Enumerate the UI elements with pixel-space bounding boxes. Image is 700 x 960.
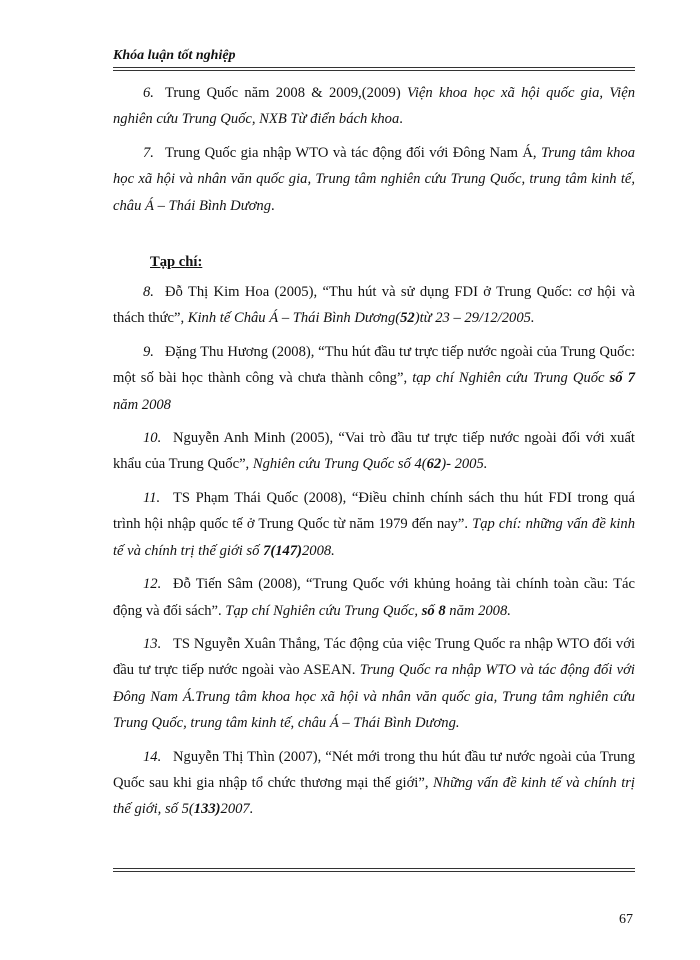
page-header [113, 48, 635, 64]
entry-source-end: 2008. [301, 542, 335, 559]
entry-source-end: )từ 23 – 29/12/2005. [414, 310, 535, 327]
reference-entry-7 [113, 140, 635, 219]
entry-source: Kinh tế Châu Á – Thái Bình Dương( [187, 310, 401, 327]
references-list [113, 80, 635, 830]
section-heading: Tạp chí: [150, 254, 203, 271]
reference-entry-9 [113, 339, 635, 418]
entry-text: Trung Quốc năm 2008 & 2009,(2009) [165, 85, 408, 101]
reference-entry-12 [113, 571, 635, 624]
entry-source-end: năm 2008 [113, 396, 171, 413]
entry-source-end: )- 2005. [441, 456, 488, 473]
entry-source: Trung tâm khoa học xã hội và nhân văn quốc gia, Trung tâm nghiên cứu Trung Quốc, trung tâm kinh tế, châu Á – Thái Bình Dương [113, 144, 636, 214]
entry-text: TS Phạm Thái Quốc (2008), “Điều chỉnh chính sách thu hút FDI trong quá trình hội nhập quốc tế ở Trung Quốc từ năm 1979 đến nay”. [113, 489, 635, 533]
entry-number: 14. [143, 748, 162, 765]
entry-number: 7. [143, 144, 154, 161]
entry-issue: số 7 [609, 370, 635, 387]
entry-number: 8. [143, 284, 154, 301]
reference-entry-11 [113, 485, 635, 564]
reference-entry-13 [113, 631, 635, 737]
header-rule [113, 67, 635, 68]
entry-source-end: năm 2008. [445, 602, 511, 619]
entry-source: Những vấn đề kinh tế và chính trị thế giới, số 5( [113, 774, 635, 818]
entry-issue: số 8 [421, 602, 446, 619]
entry-number: 13. [143, 635, 162, 652]
entry-issue: 52 [400, 310, 415, 327]
entry-text-end: . [271, 197, 275, 214]
reference-entry-10 [113, 425, 635, 478]
entry-text: Trung Quốc gia nhập WTO và tác động đối với Đông Nam Á, [165, 144, 541, 161]
entry-number: 12. [143, 576, 162, 593]
entry-number: 6. [143, 85, 154, 101]
entry-text-end: . [399, 111, 403, 128]
entry-source: Viện khoa học xã hội quốc gia, Viện nghiên cứu Trung Quốc, NXB Từ điển bách khoa [113, 85, 636, 128]
entry-number: 9. [143, 343, 154, 360]
footer-rule [113, 868, 635, 869]
entry-source: Trung Quốc ra nhập WTO và tác động đối với Đông Nam Á.Trung tâm khoa học xã hội và nhân văn quốc gia, Trung tâm nghiên cứu Trung Quốc, trung tâm kinh tế, châu Á – Thái Bình Dương. [113, 662, 635, 732]
entry-number: 11. [143, 489, 161, 506]
footer-rule [113, 871, 635, 872]
entry-source: Tạp chí Nghiên cứu Trung Quốc, [225, 602, 422, 619]
entry-text: Đặng Thu Hương (2008), “Thu hút đầu tư trực tiếp nước ngoài của Trung Quốc: một số bài học thành công và chưa thành công”, [113, 343, 635, 387]
entry-issue: 7(147) [263, 542, 302, 559]
entry-text: TS Nguyễn Xuân Thắng, Tác động của việc Trung Quốc ra nhập WTO đối với đầu tư trực tiếp nước ngoài vào ASEAN. [113, 635, 635, 679]
entry-text: Nguyễn Thị Thìn (2007), “Nét mới trong thu hút đầu tư nước ngoài của Trung Quốc sau khi gia nhập tổ chức thương mại thế giới”, [113, 748, 635, 791]
header-rule [113, 70, 635, 71]
reference-entry-6 [113, 80, 635, 133]
entry-source: Tạp chí: những vấn đề kinh tế và chính trị thế giới số [113, 516, 636, 559]
header-title: Khóa luận tốt nghiệp [113, 48, 236, 63]
entry-issue: 133) [193, 801, 221, 818]
entry-source: Nghiên cứu Trung Quốc số 4( [252, 456, 427, 473]
page-number: 67 [619, 912, 633, 927]
entry-text: Đỗ Thị Kim Hoa (2005), “Thu hút và sử dụng FDI ở Trung Quốc: cơ hội và thách thức”, [113, 284, 635, 327]
entry-issue: 62 [426, 456, 442, 473]
entry-text: Đỗ Tiến Sâm (2008), “Trung Quốc với khủng hoảng tài chính toàn cầu: Tác động và đối sách”. [113, 576, 635, 619]
reference-entry-8 [113, 279, 635, 332]
entry-source-end: 2007. [220, 801, 254, 818]
entry-source: tạp chí Nghiên cứu Trung Quốc [412, 370, 610, 387]
entry-text: Nguyễn Anh Minh (2005), “Vai trò đầu tư trực tiếp nước ngoài đối với xuất khẩu của Trung Quốc”, [113, 430, 635, 473]
entry-number: 10. [143, 430, 162, 447]
reference-entry-14 [113, 744, 635, 823]
